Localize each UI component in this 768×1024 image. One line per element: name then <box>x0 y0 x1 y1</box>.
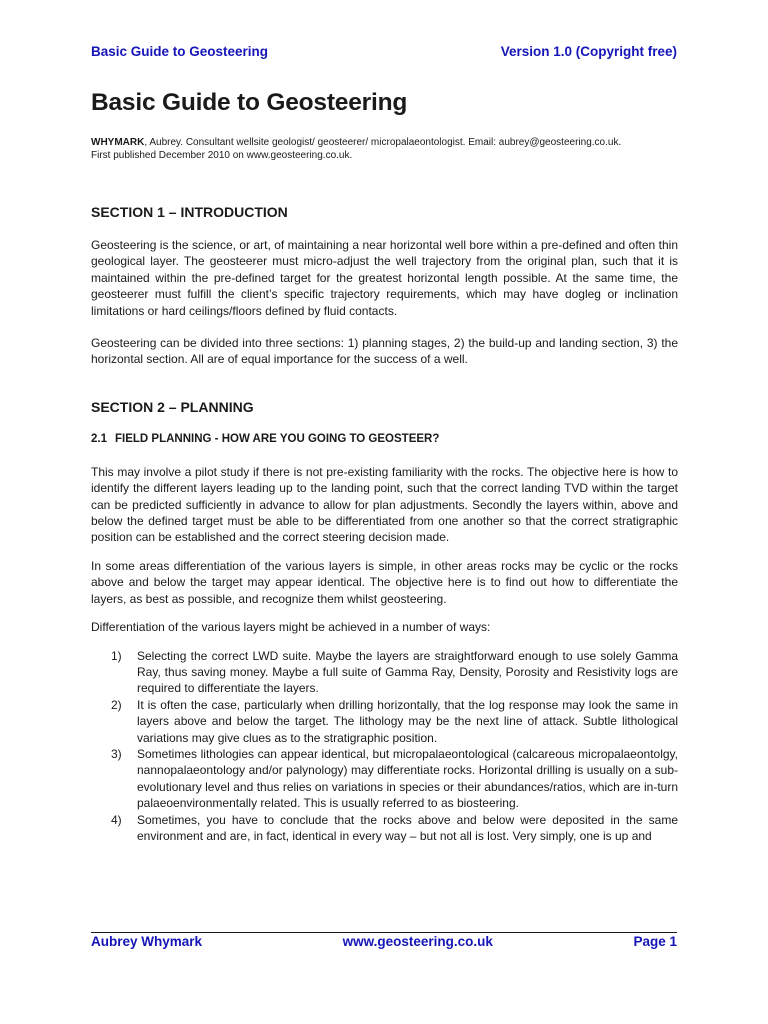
document-body <box>91 204 678 844</box>
differentiation-list <box>91 648 678 845</box>
publication-note: First published December 2010 on www.geosteering.co.uk. <box>91 150 353 161</box>
author-surname: WHYMARK <box>91 137 145 148</box>
planning-paragraph-1: This may involve a pilot study if there is not pre-existing familiarity with the rocks. The objective here is how to identify the different layers leading up to the landing point, such that the correct landing TVD within the target can be predicted sufficiently in advance to allow for plan adjustments. Secondly the layers within, above and below the defined target must be able to be differentiated from one another so that the correct stratigraphic position can be established and the correct steering decision made. <box>91 464 678 545</box>
list-marker: 4) <box>111 812 122 827</box>
intro-paragraph-1: Geosteering is the science, or art, of maintaining a near horizontal well bore within a pre-defined and often thin geological layer. The geosteerer must micro-adjust the well trajectory from the original plan, such that it is maintained within the pre-defined target for the greatest horizontal length possible. At the same time, the geosteerer must fulfill the client’s specific trajectory requirements, which may have dogleg or inclination limitations or hard ceilings/floors defined by fluid contacts. <box>91 238 678 318</box>
list-item <box>91 697 678 746</box>
running-footer <box>91 932 677 949</box>
list-marker: 3) <box>111 746 122 761</box>
section-2-heading: SECTION 2 – PLANNING <box>91 398 254 415</box>
list-item <box>91 746 678 812</box>
planning-paragraph-2: In some areas differentiation of the various layers is simple, in other areas rocks may be cyclic or the rocks above and below the target may appear identical. The objective here is to find out how to differentiate the layers, as best as possible, and recognize them whilst geosteering. <box>91 558 678 606</box>
header-title: Basic Guide to Geosteering <box>91 44 269 59</box>
document-title: Basic Guide to Geosteering <box>91 89 408 116</box>
subsection-2-1-heading <box>91 432 678 447</box>
list-item <box>91 648 678 697</box>
subsection-title: FIELD PLANNING - HOW ARE YOU GOING TO GEOSTEER? <box>115 432 440 445</box>
header-version: Version 1.0 (Copyright free) <box>500 44 677 59</box>
section-1-heading: SECTION 1 – INTRODUCTION <box>91 204 288 220</box>
list-item <box>91 812 678 845</box>
list-marker: 2) <box>111 697 122 712</box>
list-item-text: It is often the case, particularly when drilling horizontally, that the log response may look the same in layers above and below the target. The lithology may be the next line of attack. Subtle lithological variations may give clues as to the stratigraphic position. <box>137 697 678 745</box>
subsection-number: 2.1 <box>91 432 107 445</box>
list-marker: 1) <box>111 648 122 663</box>
list-item-text: Sometimes, you have to conclude that the rocks above and below were deposited in the same environment and are, in fact, identical in every way – but not all is lost. Very simply, one is up and <box>137 812 678 843</box>
list-item-text: Sometimes lithologies can appear identical, but micropalaeontological (calcareous micropalaeontolgy, nannopalaeontology and/or palynology) may differentiate rocks. Horizontal drilling is usually on a sub-evolutionary level and thus relies on variations in species or their abundances/ratios, which are in-turn palaeoenvironmentally related. This is usually referred to as biosteering. <box>137 746 678 811</box>
author-line <box>91 136 681 149</box>
footer-website: www.geosteering.co.uk <box>342 934 493 949</box>
list-item-text: Selecting the correct LWD suite. Maybe the layers are straightforward enough to use solely Gamma Ray, thus saving money. Maybe a full suite of Gamma Ray, Density, Porosity and Resistivity logs are required to differentiate the layers. <box>137 648 678 696</box>
running-header <box>91 44 677 59</box>
author-details: , Aubrey. Consultant wellsite geologist/ geosteerer/ micropalaeontologist. Email: aubrey@geosteering.co.uk. <box>144 137 622 148</box>
footer-author: Aubrey Whymark <box>91 934 203 949</box>
author-block <box>91 136 681 162</box>
planning-paragraph-3: Differentiation of the various layers might be achieved in a number of ways: <box>91 620 491 635</box>
intro-paragraph-2: Geosteering can be divided into three sections: 1) planning stages, 2) the build-up and landing section, 3) the horizontal section. All are of equal importance for the success of a well. <box>91 336 678 367</box>
footer-page-number: Page 1 <box>633 934 677 949</box>
